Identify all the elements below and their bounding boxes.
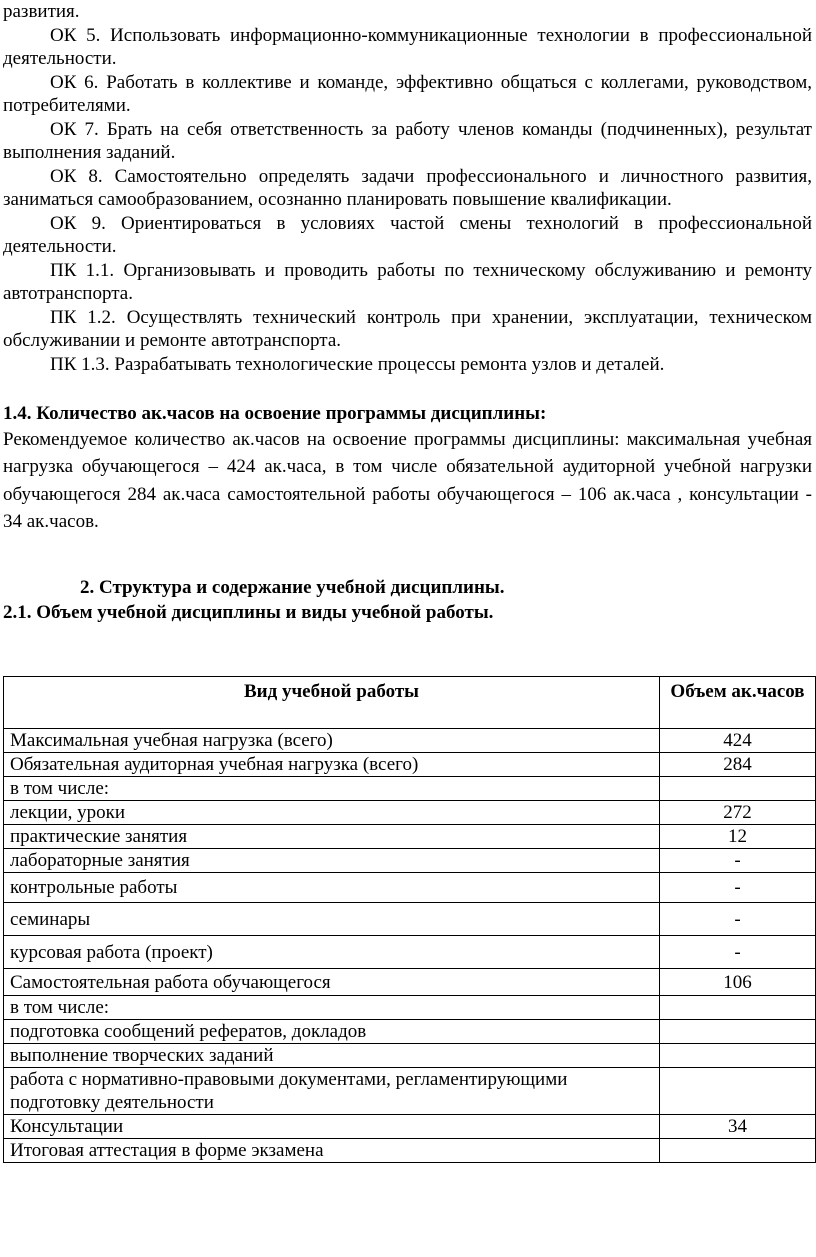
- competency-item: ПК 1.3. Разрабатывать технологические процессы ремонта узлов и деталей.: [50, 353, 665, 375]
- competency-item: ОК 9. Ориентироваться в условиях частой смены технологий в профессиональной деятельности.: [3, 212, 812, 257]
- row-value: 106: [660, 969, 816, 996]
- row-value: -: [660, 936, 816, 969]
- table-row: [4, 753, 816, 777]
- row-label: работа с нормативно-правовыми документами, регламентирующими подготовку деятельности: [4, 1068, 660, 1115]
- table-row: [4, 1115, 816, 1139]
- row-value: [660, 1139, 816, 1163]
- competency-item: развития.: [3, 1, 80, 22]
- row-label: лекции, уроки: [4, 801, 660, 825]
- row-label: Консультации: [4, 1115, 660, 1139]
- table-row: [4, 969, 816, 996]
- row-value: [660, 777, 816, 801]
- row-label: семинары: [4, 903, 660, 936]
- row-label: лабораторные занятия: [4, 849, 660, 873]
- row-value: 284: [660, 753, 816, 777]
- row-label: практические занятия: [4, 825, 660, 849]
- table-row: [4, 801, 816, 825]
- row-label: Обязательная аудиторная учебная нагрузка (всего): [4, 753, 660, 777]
- row-value: 272: [660, 801, 816, 825]
- row-label: Итоговая аттестация в форме экзамена: [4, 1139, 660, 1163]
- row-value: -: [660, 873, 816, 903]
- row-label: подготовка сообщений рефератов, докладов: [4, 1020, 660, 1044]
- table-header-row: [4, 677, 816, 729]
- table-row: [4, 1020, 816, 1044]
- competency-item: ОК 8. Самостоятельно определять задачи профессионального и личностного развития, заниматься самообразованием, осознанно планировать повышение квалификации.: [3, 165, 812, 210]
- table-row: [4, 849, 816, 873]
- section-2-1-heading: 2.1. Объем учебной дисциплины и виды учебной работы.: [3, 601, 494, 623]
- section-1-4-text: Рекомендуемое количество ак.часов на освоение программы дисциплины: максимальная учебная нагрузка обучающегося – 424 ак.часа, в том числе обязательной аудиторной учебной нагрузки обучающегося 284 ак.часа самостоятельной работы обучающегося – 106 ак.часа , консультации - 34 ак.часов.: [3, 428, 812, 532]
- row-label: Самостоятельная работа обучающегося: [4, 969, 660, 996]
- competency-item: ОК 5. Использовать информационно-коммуникационные технологии в профессиональной деятельности.: [3, 24, 812, 69]
- row-value: [660, 996, 816, 1020]
- table-row: [4, 1044, 816, 1068]
- document-page: [3, 0, 812, 625]
- table-row: [4, 996, 816, 1020]
- table-row: [4, 729, 816, 753]
- row-value: -: [660, 903, 816, 936]
- competency-item: ПК 1.2. Осуществлять технический контроль при хранении, эксплуатации, техническом обслуживании и ремонте автотранспорта.: [3, 306, 812, 351]
- table-row: [4, 825, 816, 849]
- competency-item: ОК 7. Брать на себя ответственность за работу членов команды (подчиненных), результат выполнения заданий.: [3, 118, 812, 163]
- table-row: [4, 1068, 816, 1115]
- row-value: [660, 1044, 816, 1068]
- competency-item: ПК 1.1. Организовывать и проводить работы по техническому обслуживанию и ремонту автотранспорта.: [3, 259, 812, 304]
- row-label: в том числе:: [4, 996, 660, 1020]
- row-label: в том числе:: [4, 777, 660, 801]
- table-row: [4, 777, 816, 801]
- row-value: [660, 1020, 816, 1044]
- competencies-list: [3, 0, 812, 376]
- table-row: [4, 873, 816, 903]
- table-row: [4, 936, 816, 969]
- row-label: выполнение творческих заданий: [4, 1044, 660, 1068]
- workload-table: [3, 676, 816, 1163]
- row-label: курсовая работа (проект): [4, 936, 660, 969]
- row-label: Максимальная учебная нагрузка (всего): [4, 729, 660, 753]
- row-value: -: [660, 849, 816, 873]
- row-value: 12: [660, 825, 816, 849]
- table-header-hours: Объем ак.часов: [660, 677, 816, 729]
- table-row: [4, 1139, 816, 1163]
- row-value: [660, 1068, 816, 1115]
- table-header-type: Вид учебной работы: [4, 677, 660, 729]
- competency-item: ОК 6. Работать в коллективе и команде, эффективно общаться с коллегами, руководством, потребителями.: [3, 71, 812, 116]
- row-value: 424: [660, 729, 816, 753]
- section-2-heading: 2. Структура и содержание учебной дисциплины.: [80, 576, 505, 598]
- row-label: контрольные работы: [4, 873, 660, 903]
- row-value: 34: [660, 1115, 816, 1139]
- table-row: [4, 903, 816, 936]
- section-1-4-heading: 1.4. Количество ак.часов на освоение программы дисциплины:: [3, 403, 547, 424]
